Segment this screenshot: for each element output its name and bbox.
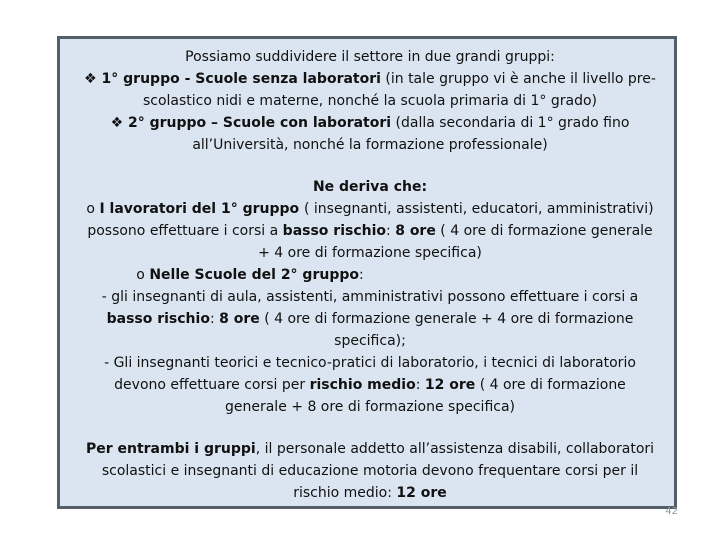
insegnanti-aula-line-cont: basso rischio: 8 ore ( 4 ore di formazione generale + 4 ore di formazione	[106, 311, 634, 327]
entrambi-gruppi-line: Per entrambi i gruppi, il personale addetto all’assistenza disabili, collaboratori	[85, 441, 655, 457]
insegnanti-teorici-line: - Gli insegnanti teorici e tecnico-pratici di laboratorio, i tecnici di laboratorio	[104, 355, 636, 371]
basso-rischio-line-cont: + 4 ore di formazione specifica)	[258, 245, 482, 261]
group1-line-cont: scolastico nidi e materne, nonché la scuola primaria di 1° grado)	[142, 93, 598, 109]
insegnanti-aula-line: - gli insegnanti di aula, assistenti, amministrativi possono effettuare i corsi a	[101, 289, 639, 305]
rischio-medio-line: devono effettuare corsi per rischio medio: 12 ore ( 4 ore di formazione	[114, 377, 626, 393]
rischio-medio-line-cont: generale + 8 ore di formazione specifica)	[224, 399, 515, 415]
basso-rischio-line: possono effettuare i corsi a basso rischio: 8 ore ( 4 ore di formazione generale	[87, 223, 653, 239]
lavoratori-gruppo1-line: o I lavoratori del 1° gruppo ( insegnanti, assistenti, educatori, amministrativi)	[86, 201, 654, 217]
entrambi-gruppi-line-end: rischio medio: 12 ore	[293, 485, 447, 501]
group1-line: ❖ 1° gruppo - Scuole senza laboratori (in tale gruppo vi è anche il livello pre-	[84, 71, 656, 87]
intro-line: Possiamo suddividere il settore in due grandi gruppi:	[185, 49, 555, 65]
scuole-gruppo2-line: o Nelle Scuole del 2° gruppo:	[136, 267, 364, 283]
group2-line-cont: all’Università, nonché la formazione professionale)	[192, 137, 548, 153]
group2-line: ❖ 2° gruppo – Scuole con laboratori (dalla secondaria di 1° grado fino	[110, 115, 630, 131]
page-number: 42	[665, 506, 678, 517]
insegnanti-aula-line-end: specifica);	[334, 333, 406, 349]
ne-deriva-heading: Ne deriva che:	[312, 179, 428, 195]
entrambi-gruppi-line-cont: scolastici e insegnanti di educazione motoria devono frequentare corsi per il	[101, 463, 639, 479]
